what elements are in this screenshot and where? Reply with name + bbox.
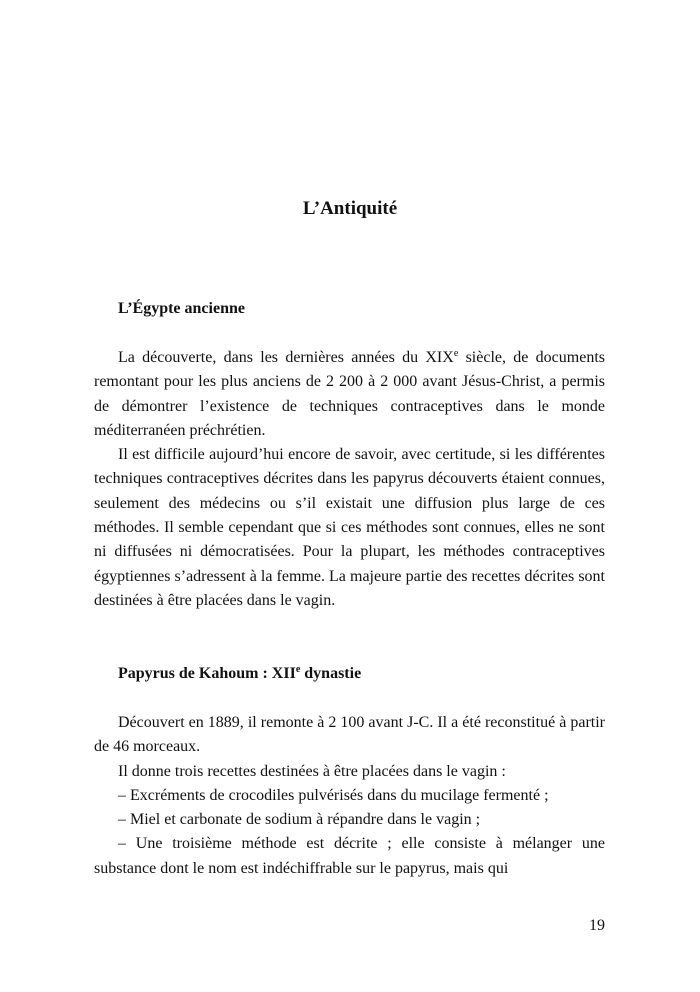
list-item: – Miel et carbonate de sodium à répandre dans le vagin ; (118, 811, 481, 829)
list-item: – Excréments de crocodiles pulvérisés dans du mucilage fermenté ; (118, 786, 549, 804)
section-body-egypt (94, 346, 605, 613)
paragraph: Découvert en 1889, il remonte à 2 100 avant J-C. Il a été reconstitué à partir de 46 morceaux. (94, 714, 605, 756)
section-heading-kahoum (118, 665, 361, 683)
paragraph: Il est difficile aujourd’hui encore de savoir, avec certitude, si les différentes techniques contraceptives décrites dans les papyrus découverts étaient connues, seulement des médecins ou s’il existait une diffusion plus large de ces méthodes. Il semble cependant que si ces méthodes sont connues, elles ne sont ni diffusées ni démocratisées. Pour la plupart, les méthodes contraceptives égyptiennes s’adressent à la femme. La majeure partie des recettes décrites sont destinées à être placées dans le vagin. (94, 446, 605, 609)
section-body-kahoum (94, 711, 605, 881)
page-number: 19 (589, 917, 605, 934)
paragraph-text: siècle, de documents remontant pour les plus anciens de 2 200 à 2 000 avant Jésus-Christ, a permis de démontrer l’existence de techniques contraceptives dans le monde méditerranéen préchrétien. (94, 349, 606, 439)
superscript: e (453, 348, 459, 359)
heading-text: dynastie (300, 665, 362, 682)
heading-text: Papyrus de Kahoum : XII (118, 665, 296, 682)
section-heading-egypt: L’Égypte ancienne (118, 300, 245, 317)
superscript: e (295, 664, 301, 675)
paragraph (94, 346, 605, 443)
list-item: – Une troisième méthode est décrite ; elle consiste à mélanger une substance dont le nom est indéchiffrable sur le papyrus, mais qui (94, 835, 605, 877)
chapter-title: L’Antiquité (302, 198, 398, 219)
paragraph-text: La découverte, dans les dernières années du XIX (118, 349, 454, 366)
paragraph: Il donne trois recettes destinées à être placées dans le vagin : (118, 762, 506, 780)
